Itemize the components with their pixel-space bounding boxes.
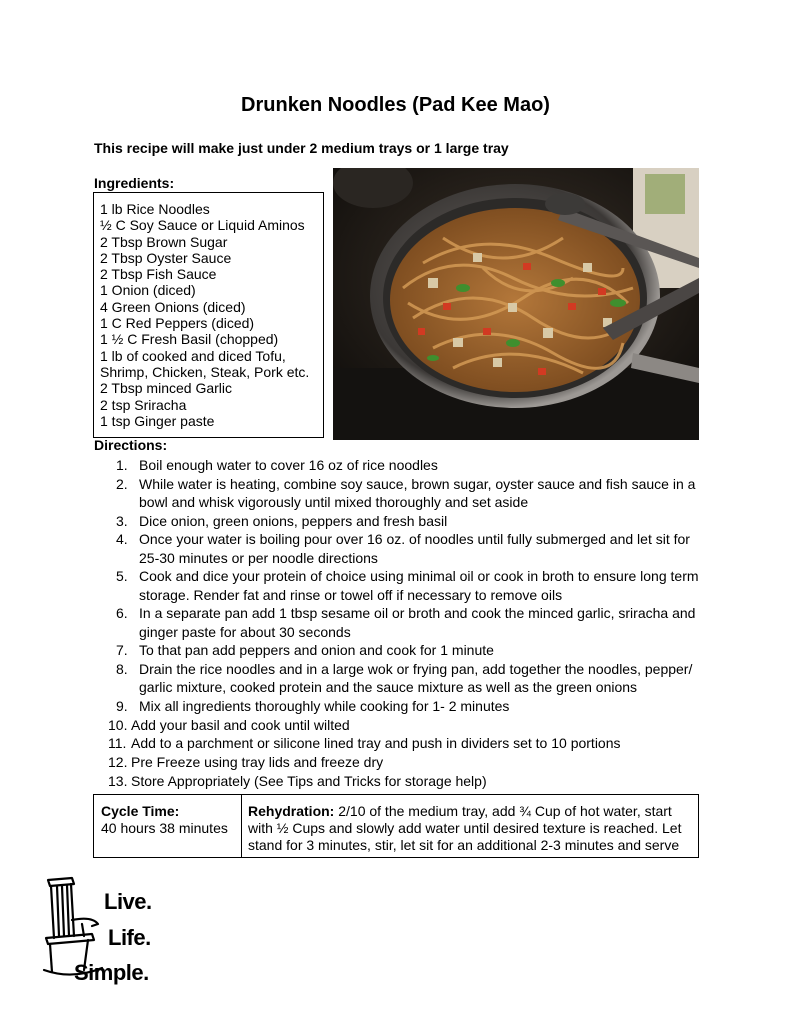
- ingredient-item: 2 Tbsp Fish Sauce: [100, 266, 217, 283]
- step-text: Once your water is boiling pour over 16 oz. of noodles until fully submerged and let sit for 25-30 minutes or per noodle directions: [139, 531, 690, 566]
- step-text: Mix all ingredients thoroughly while cooking for 1- 2 minutes: [139, 697, 510, 714]
- direction-step: [116, 567, 706, 604]
- step-number: 1.: [116, 457, 128, 473]
- cycle-time-cell: [94, 795, 242, 857]
- step-text: Pre Freeze using tray lids and freeze dry: [131, 754, 384, 771]
- step-number: 11.: [108, 735, 127, 752]
- logo-line-live: Live.: [104, 889, 152, 914]
- noodle-dish-photo: [333, 168, 699, 440]
- ingredient-item: 1 lb of cooked and diced Tofu,: [100, 347, 286, 364]
- cycle-time-label: Cycle Time:: [101, 803, 180, 819]
- recipe-title: Drunken Noodles (Pad Kee Mao): [241, 94, 550, 116]
- step-text: Add to a parchment or silicone lined tray and push in dividers set to 10 portions: [131, 735, 621, 752]
- step-text: Cook and dice your protein of choice using minimal oil or cook in broth to ensure long term storage. Render fat and rinse or towel off if necessary to remove oils: [139, 568, 699, 603]
- directions-list: [108, 456, 706, 790]
- ingredient-item: 2 Tbsp Oyster Sauce: [100, 249, 232, 266]
- step-text: Drain the rice noodles and in a large wok or frying pan, add together the noodles, pepper/ garlic mixture, cooked protein and the sauce mixture as well as the green onions: [139, 661, 693, 696]
- step-text: To that pan add peppers and onion and cook for 1 minute: [139, 642, 494, 659]
- step-number: 5.: [116, 568, 128, 585]
- step-text: Boil enough water to cover 16 oz of rice noodles: [139, 457, 438, 473]
- ingredients-box: [93, 192, 324, 438]
- ingredient-item: 1 Onion (diced): [100, 282, 196, 299]
- step-number: 12.: [108, 754, 128, 771]
- step-text: Store Appropriately (See Tips and Tricks for storage help): [131, 772, 487, 789]
- rehydration-text: 2/10 of the medium tray, add ¾ Cup of hot water, start with ½ Cups and slowly add water until desired texture is reached. Let stand for 3 minutes, stir, let sit for an additional 2-3 minutes and serve: [248, 803, 682, 853]
- direction-step: [116, 697, 706, 715]
- recipe-yield: This recipe will make just under 2 medium trays or 1 large tray: [94, 140, 509, 156]
- step-number: 3.: [116, 512, 128, 529]
- step-number: 6.: [116, 605, 128, 622]
- direction-step: [116, 641, 706, 659]
- step-number: 13.: [108, 772, 128, 789]
- step-number: 2.: [116, 475, 128, 492]
- ingredient-item: 1 ½ C Fresh Basil (chopped): [100, 331, 279, 348]
- step-number: 4.: [116, 531, 128, 548]
- ingredients-heading: Ingredients:: [94, 175, 175, 191]
- step-text: In a separate pan add 1 tbsp sesame oil or broth and cook the minced garlic, sriracha and ginger paste for about 30 seconds: [139, 605, 696, 640]
- ingredient-item: 4 Green Onions (diced): [100, 298, 246, 315]
- step-text: Add your basil and cook until wilted: [131, 716, 350, 733]
- directions-heading: Directions:: [94, 437, 168, 453]
- ingredient-item: Shrimp, Chicken, Steak, Pork etc.: [100, 363, 310, 380]
- cycle-rehydration-table: [93, 794, 699, 858]
- ingredient-item: ½ C Soy Sauce or Liquid Aminos: [100, 217, 305, 234]
- direction-step: [108, 734, 706, 752]
- direction-step: [116, 456, 706, 474]
- cycle-time-value: 40 hours 38 minutes: [101, 820, 228, 836]
- direction-step: [116, 512, 706, 530]
- step-number: 10.: [108, 716, 128, 733]
- ingredient-item: 1 C Red Peppers (diced): [100, 315, 255, 332]
- logo-line-simple: Simple.: [74, 960, 149, 985]
- ingredient-item: 2 tsp Sriracha: [100, 396, 187, 413]
- direction-step: [116, 604, 706, 641]
- direction-step: [108, 772, 706, 790]
- direction-step: [116, 475, 706, 512]
- brand-logo: [42, 872, 172, 992]
- step-number: 8.: [116, 661, 128, 677]
- ingredient-item: 2 Tbsp Brown Sugar: [100, 233, 228, 250]
- direction-step: [116, 660, 706, 697]
- step-text: Dice onion, green onions, peppers and fresh basil: [139, 512, 448, 529]
- rehydration-cell: [242, 795, 698, 857]
- direction-step: [108, 716, 706, 734]
- rehydration-label: Rehydration:: [248, 803, 335, 819]
- step-number: 7.: [116, 642, 128, 659]
- step-text: While water is heating, combine soy sauce, brown sugar, oyster sauce and fish sauce in a bowl and whisk vigorously until mixed thoroughly and set aside: [139, 475, 696, 510]
- direction-step: [116, 530, 706, 567]
- step-number: 9.: [116, 697, 128, 714]
- logo-line-life: Life.: [108, 925, 151, 950]
- noodle-pan-illustration: [333, 168, 699, 440]
- direction-step: [108, 753, 706, 771]
- ingredient-item: 1 lb Rice Noodles: [100, 201, 210, 217]
- ingredient-item: 1 tsp Ginger paste: [100, 412, 215, 429]
- ingredient-item: 2 Tbsp minced Garlic: [100, 380, 233, 397]
